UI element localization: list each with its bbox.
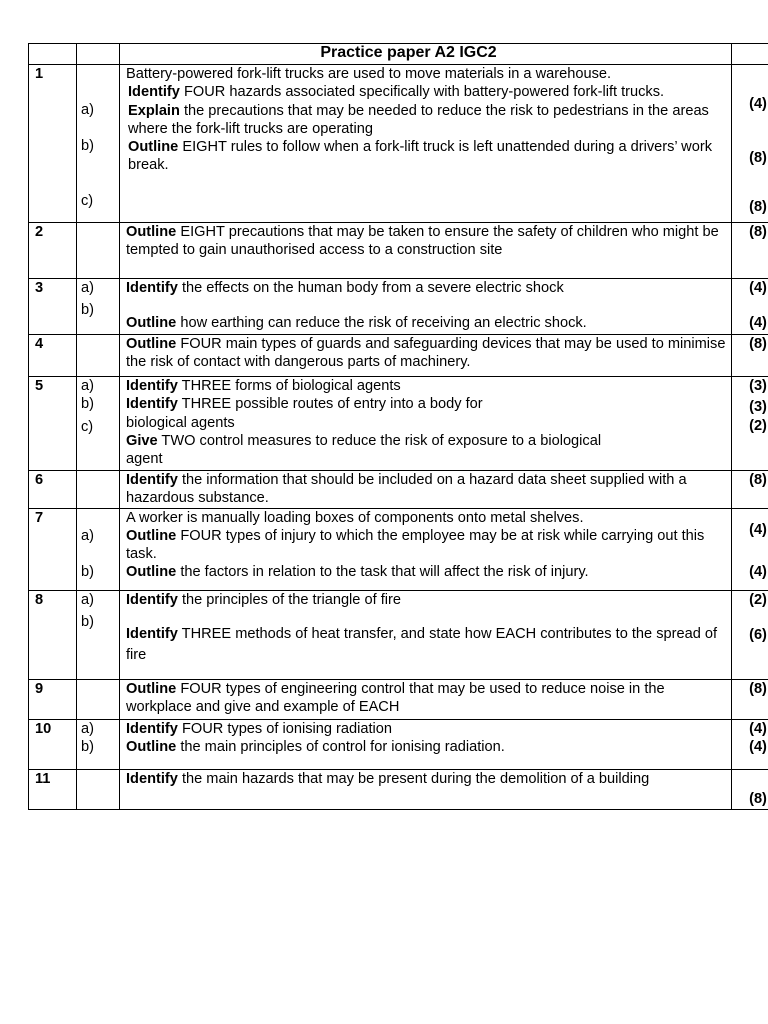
marks: (8): [749, 150, 767, 167]
command-word: Outline: [126, 738, 177, 755]
marks: (8): [732, 335, 768, 377]
part-labels: [77, 508, 120, 590]
part-label: a): [81, 102, 94, 118]
part-label: c): [81, 192, 94, 209]
question-text: [120, 769, 732, 809]
command-word: Outline: [126, 527, 177, 544]
question-body: FOUR types of engineering control that may be used to reduce noise in the workplace and give and example of EACH: [126, 680, 665, 715]
part-labels: [77, 679, 120, 719]
marks-header-cell: [732, 44, 768, 65]
command-word: Identify: [126, 280, 178, 296]
marks: (4): [749, 96, 767, 112]
question-text: [120, 679, 732, 719]
marks: (3): [749, 378, 767, 394]
part-text: the precautions that may be needed to reduce the risk to pedestrians in the areas where the fork-lift trucks are operating: [128, 102, 709, 137]
question-intro: Battery-powered fork-lift trucks are used to move materials in a warehouse.: [126, 66, 612, 82]
question-part-text: [126, 563, 727, 581]
part-text: the main principles of control for ionising radiation.: [176, 738, 505, 755]
question-text: [120, 377, 732, 471]
part-label: b): [81, 613, 94, 630]
marks-cell: [732, 508, 768, 590]
marks: (2): [749, 417, 767, 434]
command-word: Explain: [128, 102, 180, 119]
question-text: [120, 223, 732, 279]
marks: (4): [749, 563, 767, 580]
question-part-text: [126, 83, 727, 101]
marks-cell: [732, 65, 768, 223]
question-row-9: [29, 679, 768, 719]
question-body: the information that should be included on a hazard data sheet supplied with a hazardous substance.: [126, 472, 687, 507]
question-part-text: [126, 279, 727, 297]
command-word: Identify: [126, 625, 178, 642]
part-text: the principles of the triangle of fire: [177, 591, 401, 608]
question-body: the main hazards that may be present during the demolition of a building: [177, 770, 650, 787]
command-word: Identify: [126, 591, 178, 608]
question-text: [120, 471, 732, 509]
part-label: b): [81, 302, 94, 319]
question-row-11: [29, 769, 768, 809]
part-text: FOUR types of injury to which the employee may be at risk while carrying out this task.: [126, 527, 705, 563]
question-text: [120, 508, 732, 590]
question-intro: A worker is manually loading boxes of components onto metal shelves.: [126, 509, 584, 526]
part-labels: [77, 590, 120, 679]
marks: (4): [749, 738, 767, 755]
question-text: [120, 279, 732, 335]
practice-paper-table: [28, 43, 768, 810]
part-text: THREE possible routes of entry into a body for biological agents: [126, 396, 483, 431]
part-label: b): [81, 396, 94, 413]
page-title: Practice paper A2 IGC2: [120, 44, 732, 65]
marks: (8): [732, 223, 768, 279]
part-labels: [77, 65, 120, 223]
question-row-7: [29, 508, 768, 590]
command-word: Identify: [126, 770, 178, 787]
question-part-text: [126, 395, 546, 432]
part-labels: [77, 223, 120, 279]
marks: (8): [732, 769, 768, 809]
command-word: Identify: [126, 472, 178, 488]
question-number: 4: [29, 335, 77, 377]
part-labels: [77, 279, 120, 335]
part-text: FOUR types of ionising radiation: [177, 720, 393, 737]
part-label: b): [81, 138, 94, 155]
part-text: FOUR hazards associated specifically with battery-powered fork-lift trucks.: [179, 84, 665, 101]
question-text: [120, 65, 732, 223]
question-row-5: [29, 377, 768, 471]
part-text: the effects on the human body from a severe electric shock: [177, 280, 564, 296]
question-part-text: [126, 138, 727, 175]
marks-cell: [732, 279, 768, 335]
question-text: [120, 719, 732, 769]
question-part-text: [126, 314, 727, 332]
question-part-text: [126, 377, 727, 395]
part-label: c): [81, 418, 94, 435]
part-label: a): [81, 720, 94, 737]
question-number: 7: [29, 508, 77, 590]
part-text: TWO control measures to reduce the risk of exposure to a biological agent: [126, 432, 602, 468]
marks: (8): [732, 679, 768, 719]
question-part-text: [126, 720, 727, 738]
question-row-10: [29, 719, 768, 769]
marks: (4): [749, 315, 767, 332]
command-word: Outline: [126, 315, 177, 332]
command-word: Outline: [126, 680, 177, 697]
question-body: EIGHT precautions that may be taken to ensure the safety of children who might be tempted to gain unauthorised access to a construction site: [126, 224, 719, 259]
question-number: 8: [29, 590, 77, 679]
command-word: Identify: [128, 84, 180, 101]
marks: (4): [749, 720, 767, 737]
command-word: Outline: [126, 224, 177, 240]
marks-cell: [732, 719, 768, 769]
question-number: 9: [29, 679, 77, 719]
part-label: b): [81, 563, 94, 580]
marks: (8): [732, 471, 768, 509]
question-body: FOUR main types of guards and safeguarding devices that may be used to minimise the risk of contact with dangerous parts of machinery.: [126, 336, 726, 371]
question-text: [120, 335, 732, 377]
part-label: a): [81, 280, 94, 296]
part-label: a): [81, 591, 94, 608]
command-word: Outline: [126, 336, 177, 352]
part-label: a): [81, 527, 94, 544]
marks: (2): [749, 591, 767, 608]
part-text: how earthing can reduce the risk of receiving an electric shock.: [176, 315, 587, 332]
part-labels: [77, 335, 120, 377]
question-part-text: [126, 527, 727, 564]
marks: (3): [749, 399, 767, 416]
question-row-8: [29, 590, 768, 679]
title-row: [29, 44, 768, 65]
command-word: Identify: [126, 720, 178, 737]
part-labels: [77, 377, 120, 471]
question-part-text: [126, 432, 606, 469]
marks: (4): [749, 521, 767, 538]
part-text: THREE methods of heat transfer, and state how EACH contributes to the spread of fire: [126, 625, 718, 663]
question-number: 10: [29, 719, 77, 769]
marks: (6): [749, 626, 767, 643]
question-part-text: [126, 738, 727, 756]
part-text: the factors in relation to the task that will affect the risk of injury.: [176, 564, 589, 581]
part-labels: [77, 769, 120, 809]
question-number: 5: [29, 377, 77, 471]
part-header-cell: [77, 44, 120, 65]
part-labels: [77, 719, 120, 769]
command-word: Give: [126, 432, 158, 449]
question-number: 6: [29, 471, 77, 509]
question-row-4: [29, 335, 768, 377]
part-label: a): [81, 378, 94, 394]
question-number: 2: [29, 223, 77, 279]
part-text: EIGHT rules to follow when a fork-lift truck is left unattended during a drivers’ work break.: [128, 139, 712, 174]
command-word: Outline: [128, 139, 179, 156]
question-number: 1: [29, 65, 77, 223]
question-row-6: [29, 471, 768, 509]
question-text: [120, 590, 732, 679]
part-label: b): [81, 738, 94, 755]
marks: (4): [749, 280, 767, 296]
part-text: THREE forms of biological agents: [177, 378, 401, 394]
question-part-text: [126, 624, 727, 666]
command-word: Outline: [126, 564, 177, 581]
question-row-1: [29, 65, 768, 223]
command-word: Identify: [126, 396, 178, 413]
marks-cell: [732, 590, 768, 679]
part-labels: [77, 471, 120, 509]
number-header-cell: [29, 44, 77, 65]
command-word: Identify: [126, 378, 178, 394]
question-part-text: [126, 102, 727, 139]
marks: (8): [749, 198, 767, 215]
question-number: 11: [29, 769, 77, 809]
marks-cell: [732, 377, 768, 471]
question-row-2: [29, 223, 768, 279]
question-number: 3: [29, 279, 77, 335]
question-part-text: [126, 591, 727, 609]
question-row-3: [29, 279, 768, 335]
